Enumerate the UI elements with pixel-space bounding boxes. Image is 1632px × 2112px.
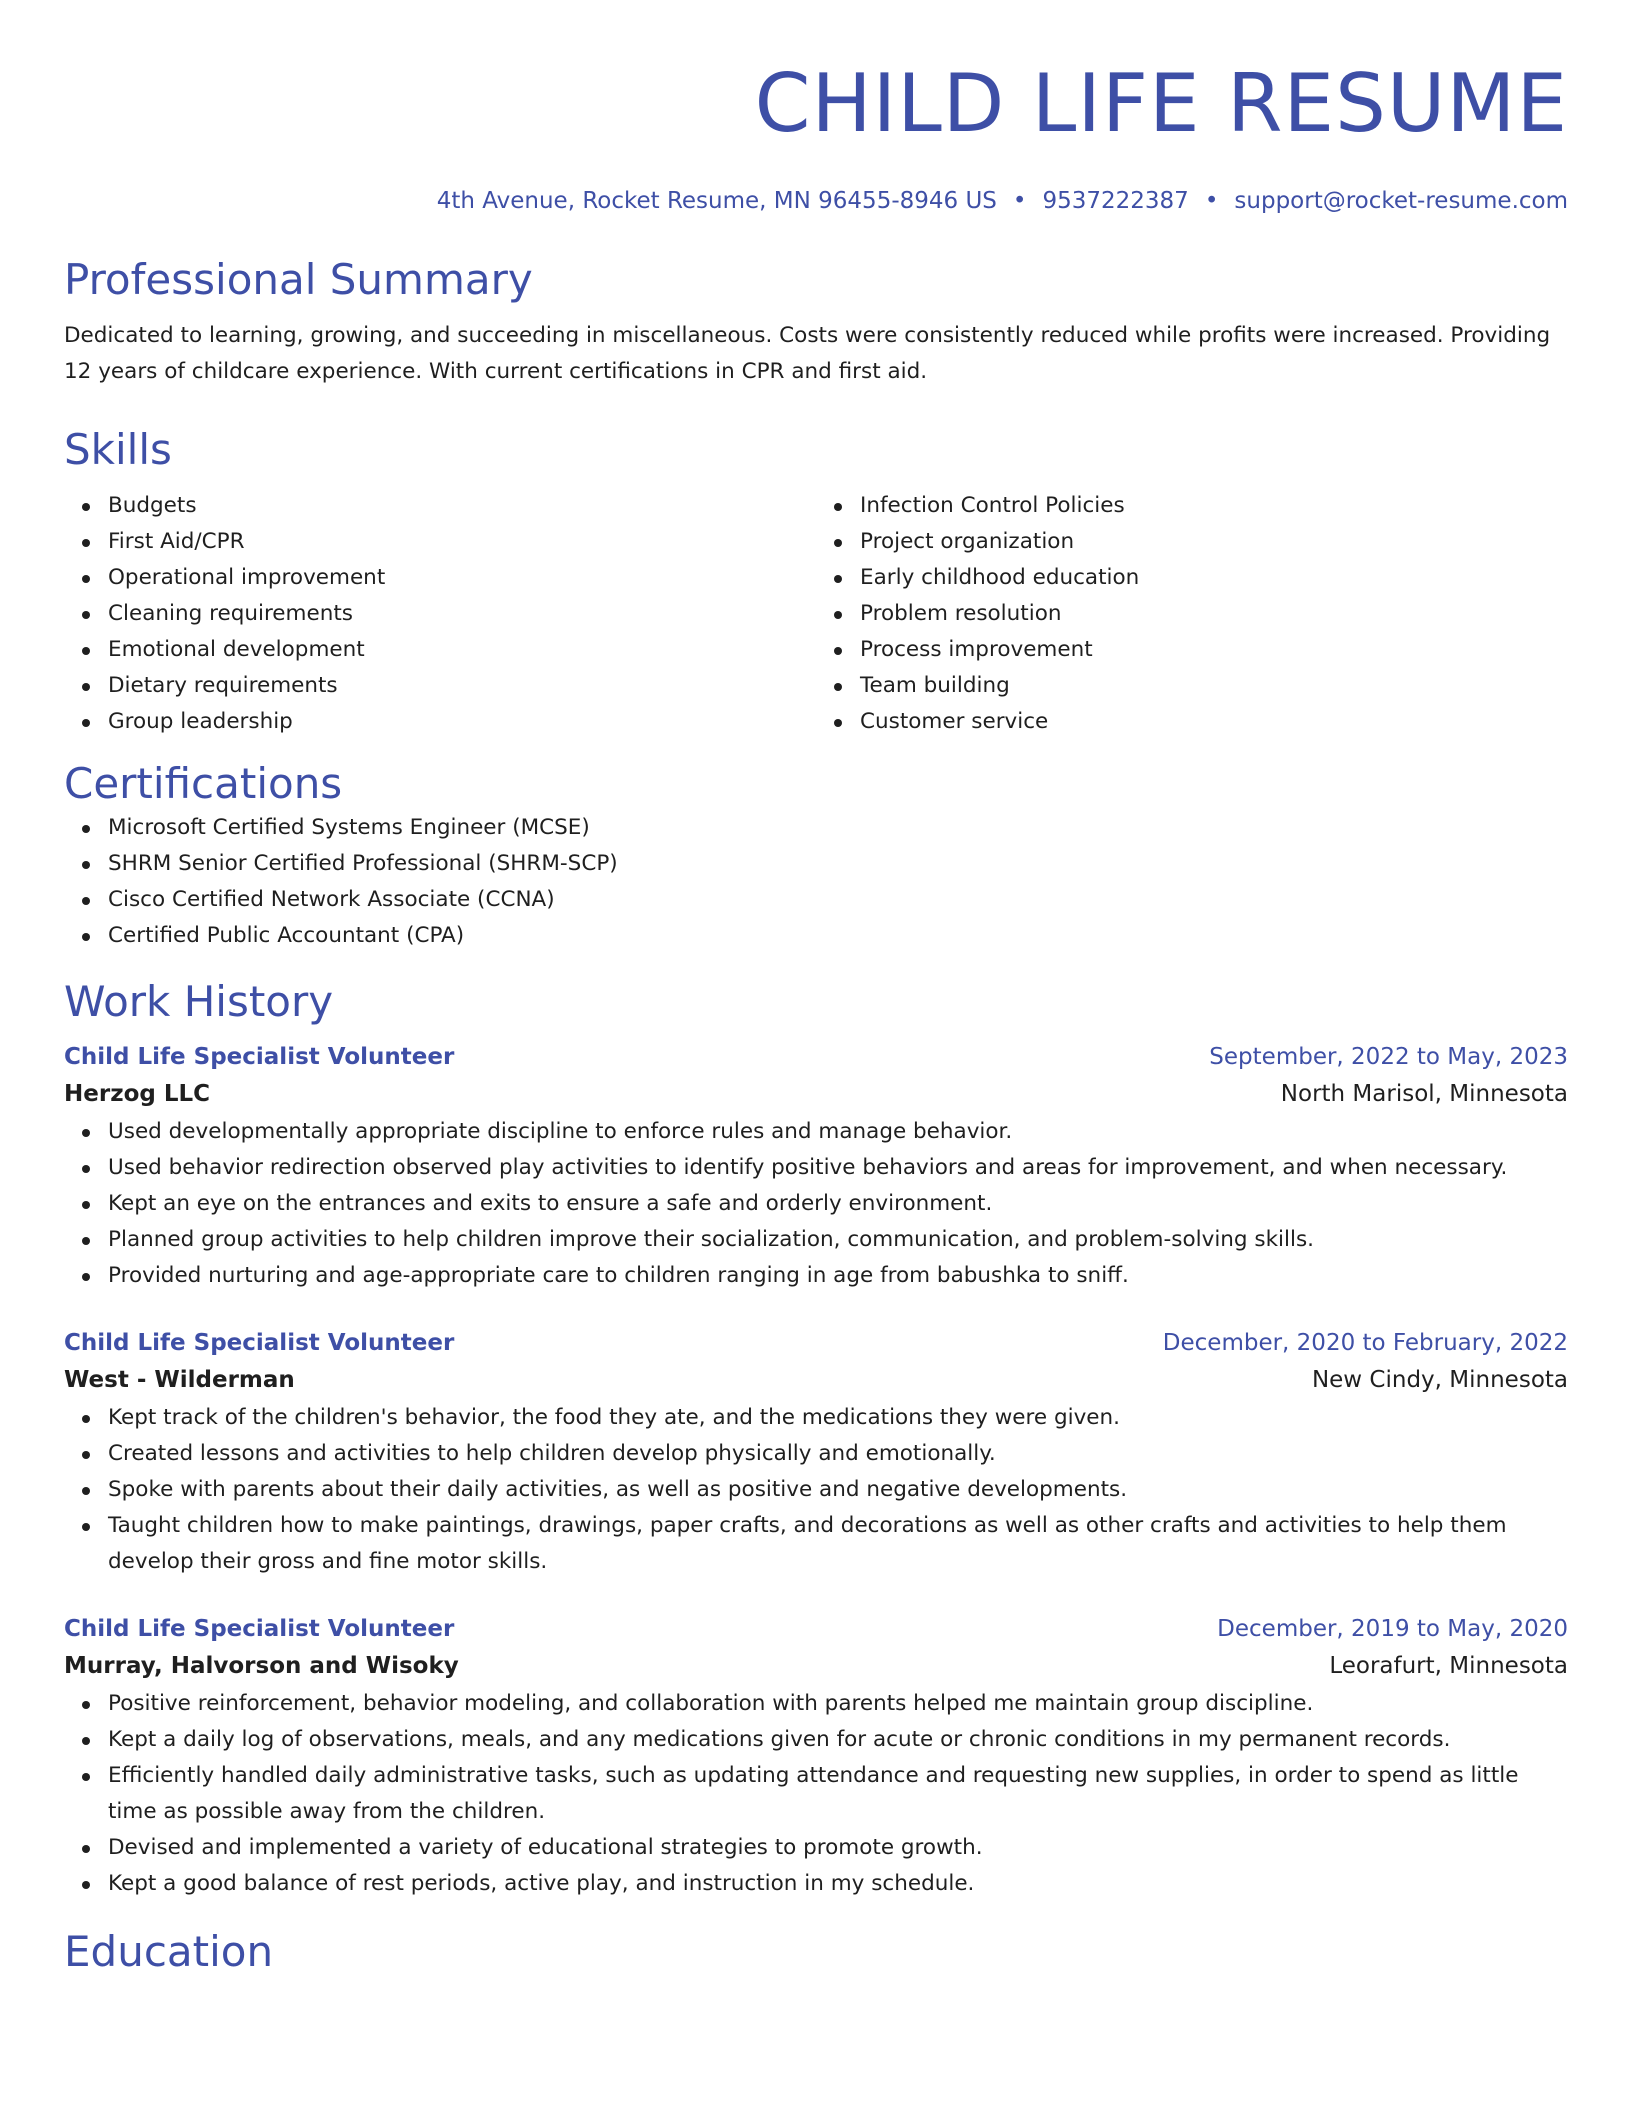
job-bullet: Kept an eye on the entrances and exits to ensure a safe and orderly environment. — [108, 1186, 1568, 1222]
job-title-row — [64, 1612, 1568, 1646]
job-company: Murray, Halvorson and Wisoky — [64, 1653, 459, 1679]
certifications-heading: Certifications — [64, 759, 343, 808]
certification-item: SHRM Senior Certified Professional (SHRM-SCP) — [108, 846, 1568, 882]
skill-item: Budgets — [108, 488, 816, 524]
certification-item: Cisco Certified Network Associate (CCNA) — [108, 882, 1568, 918]
job-bullet: Created lessons and activities to help children develop physically and emotionally. — [108, 1436, 1568, 1472]
education-heading: Education — [64, 1927, 274, 1976]
job-bullet: Kept track of the children's behavior, the food they ate, and the medications they were given. — [108, 1400, 1568, 1436]
job-company-row — [64, 1646, 1568, 1686]
job-bullet: Provided nurturing and age-appropriate care to children ranging in age from babushka to sniff. — [108, 1258, 1568, 1294]
contact-phone: 9537222387 — [1042, 188, 1189, 214]
skill-item: Problem resolution — [860, 596, 1568, 632]
contact-email[interactable]: support@rocket-resume.com — [1234, 188, 1568, 214]
skills-list-left — [64, 488, 816, 740]
job-bullets — [64, 1686, 1568, 1902]
job-title: Child Life Specialist Volunteer — [64, 1330, 455, 1356]
summary-heading: Professional Summary — [64, 255, 533, 304]
job-title-row — [64, 1326, 1568, 1360]
skills-column-left — [64, 488, 816, 740]
skill-item: Dietary requirements — [108, 668, 816, 704]
skill-item: Infection Control Policies — [860, 488, 1568, 524]
job-location: Leorafurt, Minnesota — [1329, 1653, 1568, 1679]
summary-text: Dedicated to learning, growing, and succeeding in miscellaneous. Costs were consistently reduced while profits were increased. Providing 12 years of childcare experience. With current certifications in CPR and first aid. — [64, 323, 1551, 384]
job-bullet: Used developmentally appropriate discipline to enforce rules and manage behavior. — [108, 1114, 1568, 1150]
job-bullet: Devised and implemented a variety of educational strategies to promote growth. — [108, 1830, 1568, 1866]
job-bullet: Kept a daily log of observations, meals, and any medications given for acute or chronic conditions in my permanent records. — [108, 1722, 1568, 1758]
job-bullet: Used behavior redirection observed play activities to identify positive behaviors and areas for improvement, and when necessary. — [108, 1150, 1568, 1186]
job-entry — [64, 1040, 1568, 1294]
certifications-list — [64, 810, 1568, 954]
work-history-heading: Work History — [64, 977, 334, 1026]
job-dates: September, 2022 to May, 2023 — [1209, 1044, 1568, 1070]
skills-list-right — [816, 488, 1568, 740]
job-company-row — [64, 1074, 1568, 1114]
job-location: New Cindy, Minnesota — [1311, 1367, 1568, 1393]
job-dates: December, 2020 to February, 2022 — [1162, 1330, 1568, 1356]
contact-line — [64, 186, 1568, 216]
resume-header — [64, 58, 1568, 216]
job-bullet: Efficiently handled daily administrative tasks, such as updating attendance and requesting new supplies, in order to spend as little time as possible away from the children. — [108, 1758, 1568, 1830]
skill-item: Project organization — [860, 524, 1568, 560]
skill-item: Customer service — [860, 704, 1568, 740]
certification-item: Certified Public Accountant (CPA) — [108, 918, 1568, 954]
skills-column-right — [816, 488, 1568, 740]
skill-item: Operational improvement — [108, 560, 816, 596]
contact-separator: • — [1204, 188, 1219, 214]
skill-item: Process improvement — [860, 632, 1568, 668]
skill-item: Cleaning requirements — [108, 596, 816, 632]
job-company: Herzog LLC — [64, 1081, 211, 1107]
job-bullet: Spoke with parents about their daily activities, as well as positive and negative developments. — [108, 1472, 1568, 1508]
skill-item: Early childhood education — [860, 560, 1568, 596]
skill-item: Emotional development — [108, 632, 816, 668]
contact-separator: • — [1012, 188, 1027, 214]
contact-address: 4th Avenue, Rocket Resume, MN 96455-8946 US — [436, 188, 997, 214]
job-bullet: Taught children how to make paintings, drawings, paper crafts, and decorations as well as other crafts and activities to help them develop their gross and fine motor skills. — [108, 1508, 1568, 1580]
job-entry — [64, 1612, 1568, 1902]
job-bullet: Kept a good balance of rest periods, active play, and instruction in my schedule. — [108, 1866, 1568, 1902]
job-company-row — [64, 1360, 1568, 1400]
job-bullets — [64, 1400, 1568, 1580]
job-company: West - Wilderman — [64, 1367, 295, 1393]
skill-item: Team building — [860, 668, 1568, 704]
skills-heading: Skills — [64, 425, 172, 474]
certification-item: Microsoft Certified Systems Engineer (MCSE) — [108, 810, 1568, 846]
job-entry — [64, 1326, 1568, 1580]
job-location: North Marisol, Minnesota — [1280, 1081, 1568, 1107]
job-title: Child Life Specialist Volunteer — [64, 1044, 455, 1070]
candidate-name: CHILD LIFE RESUME — [754, 57, 1568, 150]
skills-grid — [64, 488, 1568, 740]
skill-item: Group leadership — [108, 704, 816, 740]
skill-item: First Aid/CPR — [108, 524, 816, 560]
job-bullet: Planned group activities to help children improve their socialization, communication, and problem-solving skills. — [108, 1222, 1568, 1258]
job-bullets — [64, 1114, 1568, 1294]
job-bullet: Positive reinforcement, behavior modeling, and collaboration with parents helped me maintain group discipline. — [108, 1686, 1568, 1722]
job-dates: December, 2019 to May, 2020 — [1217, 1616, 1568, 1642]
job-title: Child Life Specialist Volunteer — [64, 1616, 455, 1642]
job-title-row — [64, 1040, 1568, 1074]
